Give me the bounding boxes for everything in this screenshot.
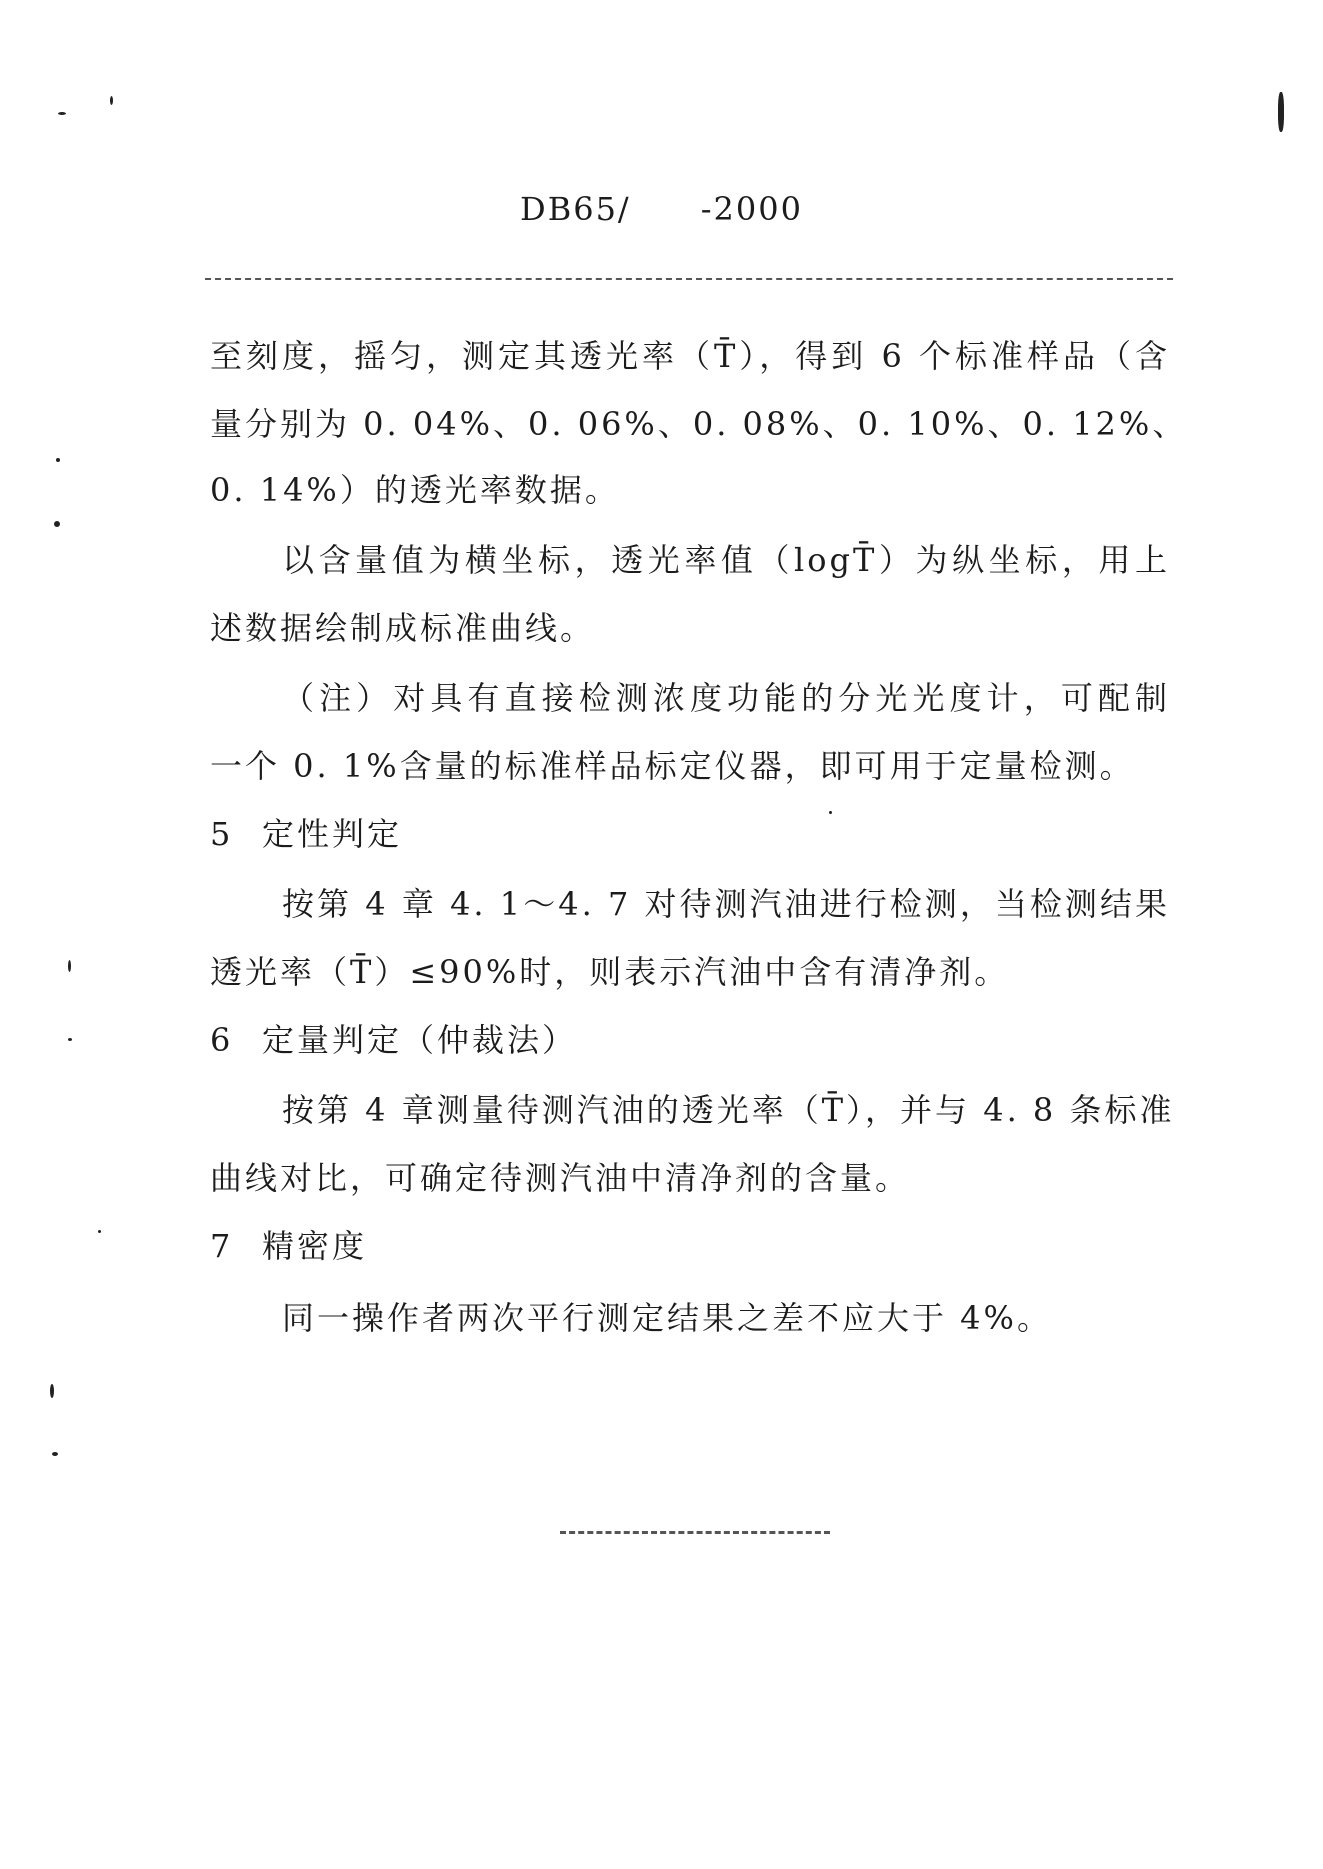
section-5-line-2: 透光率（T̄）≤90%时，则表示汽油中含有清净剂。 — [210, 953, 1010, 991]
body-line-3: 0. 14%）的透光率数据。 — [210, 471, 620, 509]
section-6-number: 6 — [210, 1021, 234, 1059]
section-6-line-2: 曲线对比，可确定待测汽油中清净剂的含量。 — [210, 1159, 911, 1197]
scan-speck — [68, 1038, 72, 1041]
scan-speck — [52, 1452, 58, 1456]
section-7-line-1: 同一操作者两次平行测定结果之差不应大于 4%。 — [282, 1299, 1052, 1337]
section-7-title: 精密度 — [262, 1227, 368, 1265]
scan-speck — [50, 1384, 54, 1398]
section-5-line-1: 按第 4 章 4. 1～4. 7 对待测汽油进行检测，当检测结果 — [282, 885, 1170, 923]
section-5-title: 定性判定 — [262, 815, 403, 853]
note-line-1: （注）对具有直接检测浓度功能的分光光度计，可配制 — [282, 679, 1170, 717]
standard-year: -2000 — [700, 190, 803, 228]
section-7-number: 7 — [210, 1227, 234, 1265]
section-5-heading — [210, 814, 1170, 854]
scan-speck — [829, 811, 832, 814]
section-7-heading — [210, 1226, 1170, 1266]
standard-code: DB65/ — [520, 190, 631, 228]
body-line-4: 以含量值为横坐标，透光率值（logT̄）为纵坐标，用上 — [282, 541, 1170, 579]
section-6-title: 定量判定（仲裁法） — [262, 1021, 578, 1059]
note-line-2: 一个 0. 1%含量的标准样品标定仪器，即可用于定量检测。 — [210, 747, 1135, 785]
body-line-2: 量分别为 0. 04%、0. 06%、0. 08%、0. 10%、0. 12%、 — [210, 405, 1188, 443]
section-6-line-1: 按第 4 章测量待测汽油的透光率（T̄），并与 4. 8 条标准 — [282, 1091, 1175, 1129]
header-rule — [205, 278, 1173, 280]
scan-speck — [58, 112, 66, 115]
section-6-heading — [210, 1020, 1170, 1060]
section-5-number: 5 — [210, 815, 234, 853]
body-line-5: 述数据绘制成标准曲线。 — [210, 609, 596, 647]
scan-speck — [98, 1230, 101, 1233]
body-line-1: 至刻度，摇匀，测定其透光率（T̄），得到 6 个标准样品（含 — [210, 337, 1170, 375]
page-header — [0, 190, 1323, 228]
scan-speck — [110, 96, 113, 105]
scan-speck — [54, 521, 60, 527]
scan-speck — [56, 458, 60, 462]
scan-speck — [1278, 92, 1284, 132]
scan-speck — [68, 960, 71, 972]
end-rule — [560, 1531, 830, 1534]
